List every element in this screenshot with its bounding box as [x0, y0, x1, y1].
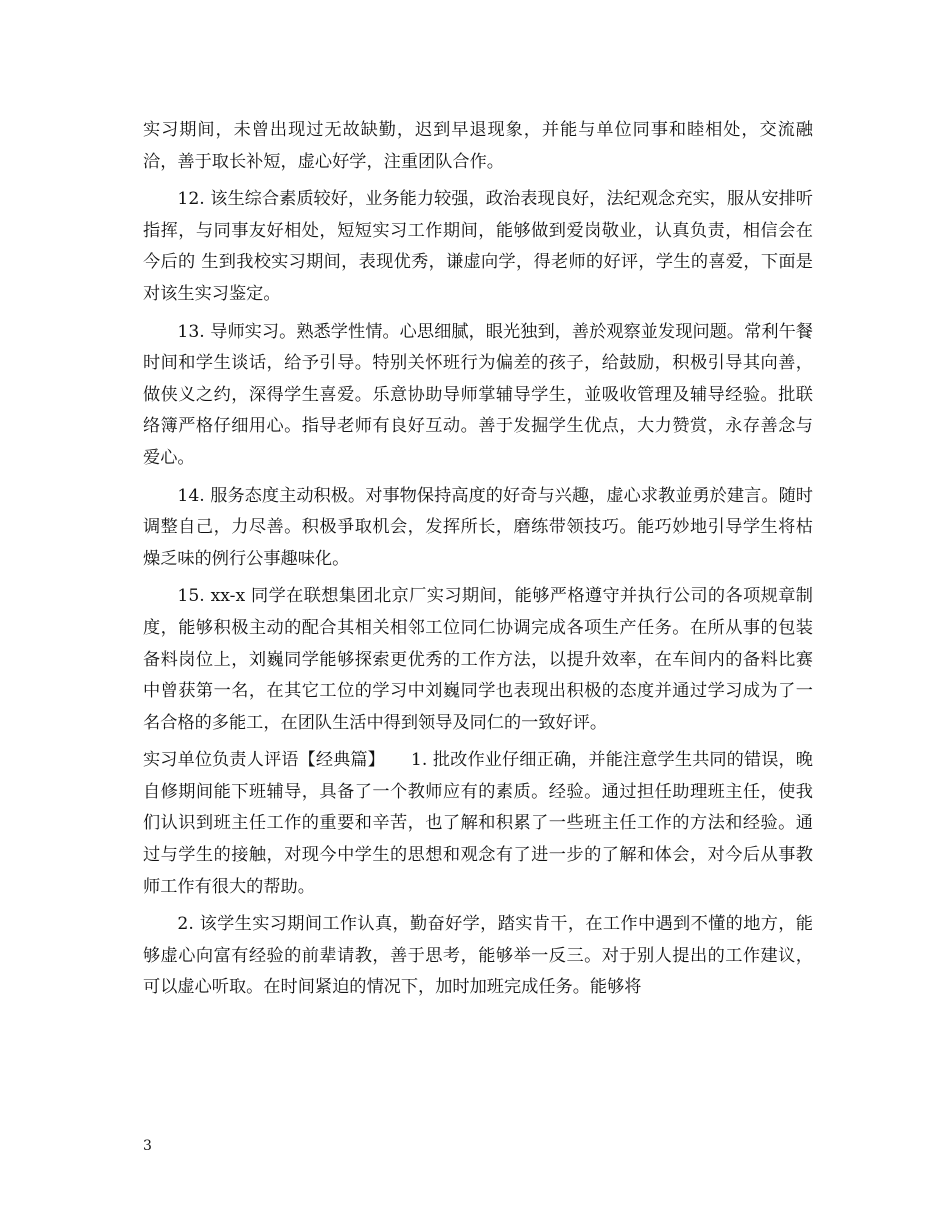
document-body: [143, 115, 813, 1010]
paragraph: 15. xx-x 同学在联想集团北京厂实习期间，能够严格遵守并执行公司的各项规章制度，能够积极主动的配合其相关相邻工位同仁协调完成各项生产任务。在所从事的包装备料岗位上，刘巍同学能够探索更优秀的工作方法，以提升效率，在车间内的备料比赛中曾获第一名，在其它工位的学习中刘巍同学也表现出积极的态度并通过学习成为了一名合格的多能工，在团队生活中得到领导及同仁的一致好评。: [143, 586, 813, 733]
paragraph: 实习期间，未曾出现过无故缺勤，迟到早退现象，并能与单位同事和睦相处，交流融洽，善于取长补短，虚心好学，注重团队合作。: [143, 120, 813, 172]
paragraph: 实习单位负责人评语【经典篇】 1. 批改作业仔细正确，并能注意学生共同的错误，晚自修期间能下班辅导，具备了一个教师应有的素质。经验。通过担任助理班主任，使我们认识到班主任工作的重要和辛苦，也了解和积累了一些班主任工作的方法和经验。通过与学生的接触，对现今中学生的思想和观念有了进一步的了解和体会，对今后从事教师工作有很大的帮助。: [143, 750, 813, 897]
paragraph: 2. 该学生实习期间工作认真，勤奋好学，踏实肯干，在工作中遇到不懂的地方，能够虚心向富有经验的前辈请教，善于思考，能够举一反三。对于别人提出的工作建议，可以虚心听取。在时间紧迫的情况下，加时加班完成任务。能够将: [143, 914, 813, 998]
page-number: 3: [143, 1138, 152, 1154]
paragraph: 14. 服务态度主动积极。对事物保持高度的好奇与兴趣，虚心求教並勇於建言。随时调整自己，力尽善。积极爭取机会，发挥所长，磨练带领技巧。能巧妙地引导学生将枯燥乏味的例行公事趣味化。: [143, 485, 813, 569]
paragraph: 13. 导师实习。熟悉学性情。心思细腻，眼光独到，善於观察並发现问题。常利午餐时间和学生谈话，给予引导。特别关怀班行为偏差的孩子，给鼓励，积极引导其向善，做侠义之约，深得学生喜爱。乐意协助导师掌辅导学生，並吸收管理及辅导经验。批联络簿严格仔细用心。指导老师有良好互动。善于发掘学生优点，大力赞赏，永存善念与爱心。: [143, 321, 813, 468]
paragraph: 12. 该生综合素质较好，业务能力较强，政治表现良好，法纪观念充实，服从安排听指挥，与同事友好相处，短短实习工作期间，能够做到爱岗敬业，认真负责，相信会在今后的 生到我校实习期间，表现优秀，谦虚向学，得老师的好评，学生的喜爱，下面是对该生实习鉴定。: [143, 189, 813, 304]
